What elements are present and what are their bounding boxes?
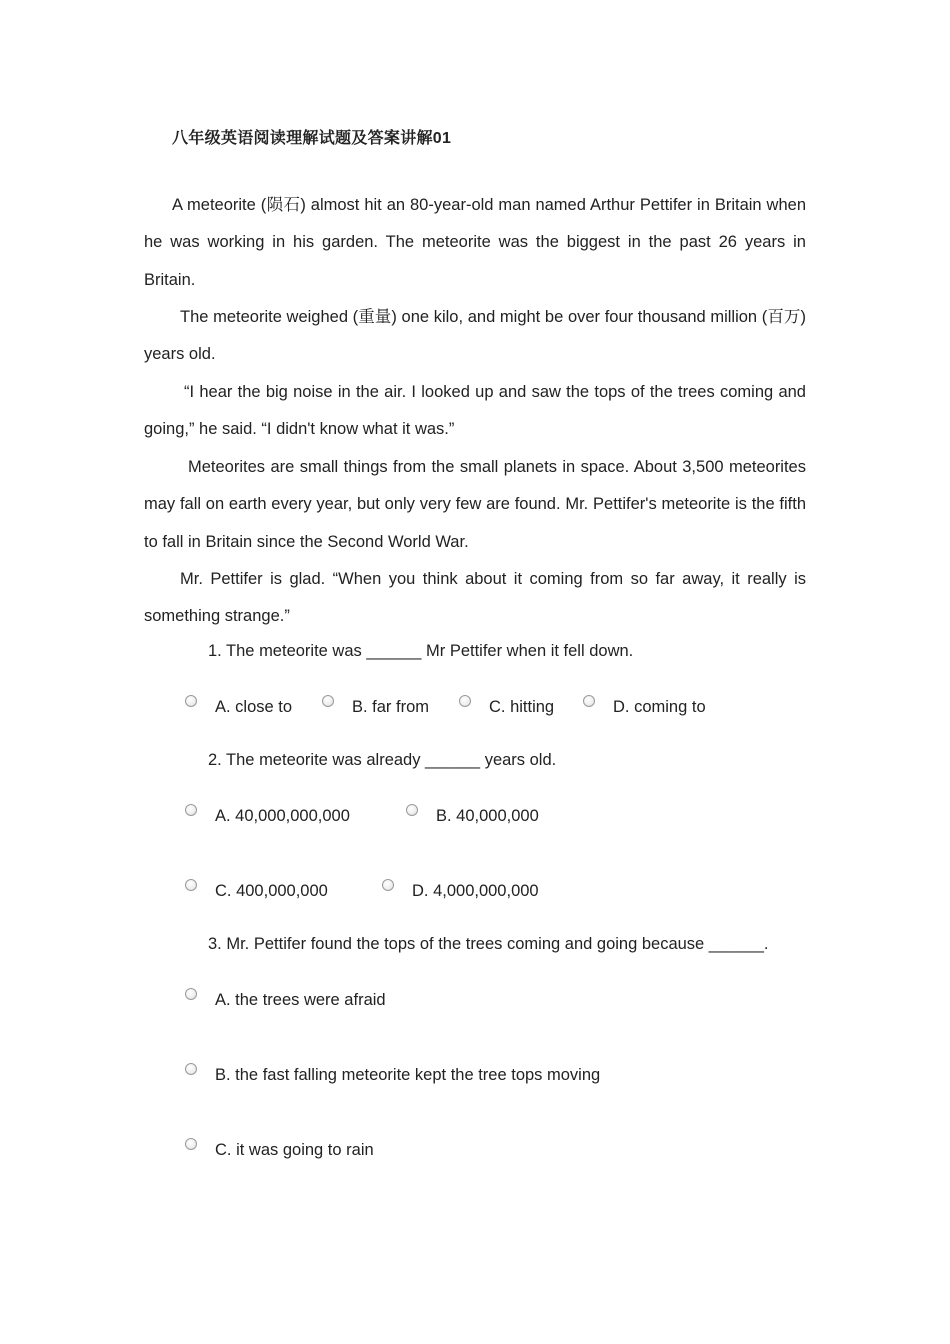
radio-button-icon[interactable] [459, 695, 471, 707]
radio-button-icon[interactable] [185, 695, 197, 707]
radio-button-icon[interactable] [185, 1063, 197, 1075]
q3-option-b[interactable] [185, 1065, 600, 1085]
option-label: C. hitting [489, 698, 555, 716]
question-3: 3. Mr. Pettifer found the tops of the trees coming and going because ______. [208, 935, 769, 953]
radio-button-icon[interactable] [185, 1138, 197, 1150]
q2-option-b[interactable] [406, 806, 539, 826]
option-label: B. the fast falling meteorite kept the tree tops moving [215, 1066, 601, 1084]
option-label: C. 400,000,000 [215, 882, 328, 900]
question-2: 2. The meteorite was already ______ years old. [208, 751, 557, 769]
q1-option-d[interactable] [583, 697, 706, 717]
radio-button-icon[interactable] [406, 804, 418, 816]
option-label: A. 40,000,000,000 [215, 807, 350, 825]
option-label: D. coming to [613, 698, 706, 716]
option-label: A. the trees were afraid [215, 991, 386, 1009]
q1-option-b[interactable] [322, 697, 429, 717]
q1-option-a[interactable] [185, 697, 292, 717]
option-label: D. 4,000,000,000 [412, 882, 539, 900]
radio-button-icon[interactable] [185, 804, 197, 816]
passage-paragraph-1: A meteorite (陨石) almost hit an 80-year-old man named Arthur Pettifer in Britain when he was working in his garden. The meteorite was the biggest in the past 26 years in Britain. [144, 196, 806, 289]
passage-paragraph-5: Mr. Pettifer is glad. “When you think about it coming from so far away, it really is something strange.” [144, 570, 806, 626]
q2-option-d[interactable] [382, 881, 539, 901]
q3-option-a[interactable] [185, 990, 386, 1010]
radio-button-icon[interactable] [382, 879, 394, 891]
q1-option-c[interactable] [459, 697, 554, 717]
passage-paragraph-3: “I hear the big noise in the air. I looked up and saw the tops of the trees coming and going,” he said. “I didn't know what it was.” [144, 383, 806, 439]
q2-option-c[interactable] [185, 881, 328, 901]
radio-button-icon[interactable] [583, 695, 595, 707]
passage-paragraph-4: Meteorites are small things from the small planets in space. About 3,500 meteorites may fall on earth every year, but only very few are found. Mr. Pettifer's meteorite is the fifth to fall in Britain since the Second World War. [144, 458, 806, 551]
radio-button-icon[interactable] [185, 879, 197, 891]
page-title: 八年级英语阅读理解试题及答案讲解01 [172, 130, 452, 147]
option-label: A. close to [215, 698, 293, 716]
q2-option-a[interactable] [185, 806, 350, 826]
radio-button-icon[interactable] [185, 988, 197, 1000]
question-1: 1. The meteorite was ______ Mr Pettifer when it fell down. [208, 642, 634, 660]
passage-paragraph-2: The meteorite weighed (重量) one kilo, and might be over four thousand million (百万) years old. [144, 308, 806, 364]
q3-option-c[interactable] [185, 1140, 374, 1160]
option-label: B. 40,000,000 [436, 807, 539, 825]
radio-button-icon[interactable] [322, 695, 334, 707]
option-label: B. far from [352, 698, 430, 716]
option-label: C. it was going to rain [215, 1141, 374, 1159]
